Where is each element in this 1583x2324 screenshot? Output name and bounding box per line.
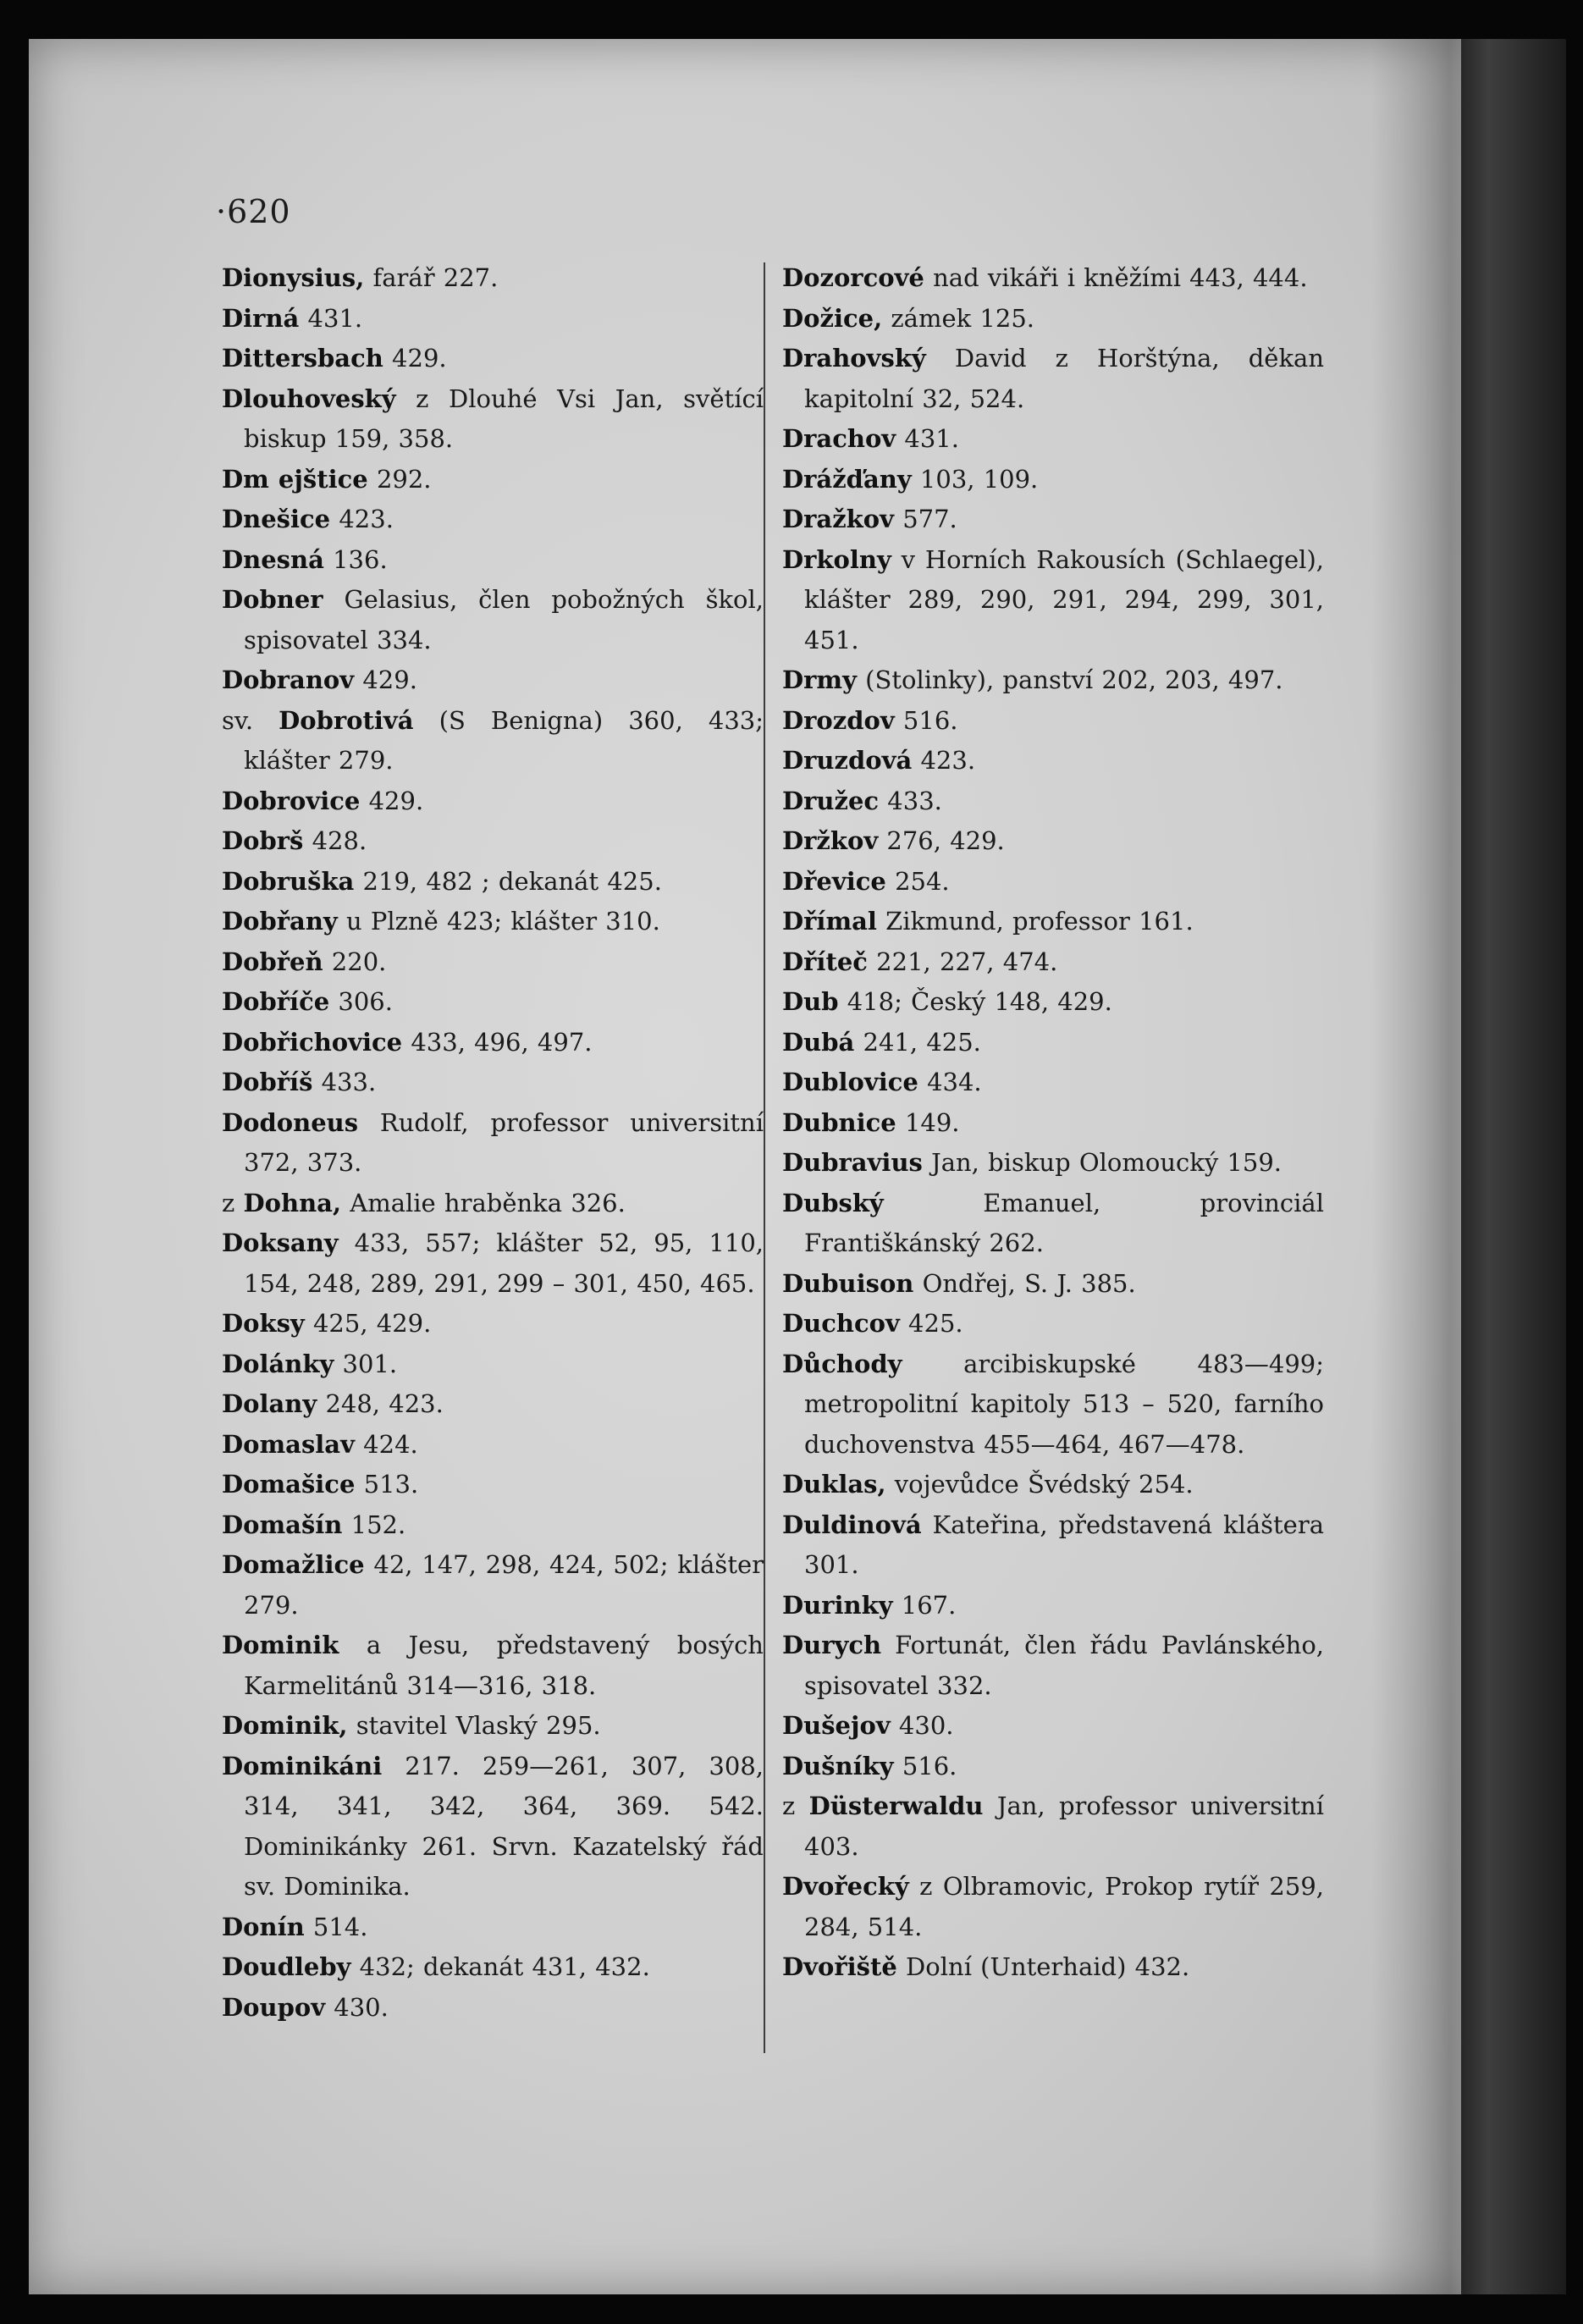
entry-text: 418; Český 148, 429. (838, 987, 1112, 1016)
entry-text: 167. (892, 1590, 957, 1620)
index-entry (782, 1143, 1324, 1184)
index-entry (222, 299, 764, 339)
entry-text: 514. (304, 1912, 368, 1941)
index-entry (222, 821, 764, 862)
index-entry (782, 902, 1324, 942)
entry-text: 432; dekanát 431, 432. (350, 1952, 650, 1981)
entry-headword: Dříteč (782, 947, 868, 976)
page-edge-shadow (1371, 39, 1566, 2294)
entry-text: 433, 557; klášter 52, 95, 110, 154, 248, 289, 291, 299 – 301, 450, 465. (244, 1228, 764, 1298)
entry-headword: Dm ejštice (222, 464, 368, 494)
index-entry (222, 1947, 764, 1988)
index-entry (782, 1344, 1324, 1466)
index-entry (222, 1425, 764, 1466)
index-column-right (782, 258, 1324, 1988)
index-entry (222, 862, 764, 903)
entry-text: 425, 429. (304, 1309, 432, 1338)
entry-text: Zikmund, professor 161. (876, 907, 1194, 936)
index-entry (222, 379, 764, 460)
entry-text: Gelasius, člen pobožných škol, spisovatel 334. (244, 585, 764, 654)
entry-headword: Duldinová (782, 1510, 922, 1539)
entry-headword: Dobrotivá (279, 705, 414, 735)
index-entry (782, 1626, 1324, 1706)
index-entry (222, 460, 764, 500)
entry-headword: Dodoneus (222, 1107, 359, 1137)
entry-headword: Domašín (222, 1510, 343, 1539)
index-entry (782, 1264, 1324, 1305)
entry-headword: Drmy (782, 665, 857, 694)
entry-headword: Dobranov (222, 665, 355, 694)
entry-headword: Dobřany (222, 907, 338, 936)
entry-headword: Donín (222, 1912, 305, 1941)
index-entry (782, 660, 1324, 701)
entry-text: 425. (899, 1309, 963, 1338)
index-entry (782, 1786, 1324, 1867)
entry-text: 433. (879, 786, 942, 815)
index-entry (782, 1304, 1324, 1344)
entry-headword: Dionysius, (222, 263, 365, 292)
entry-headword: Dobner (222, 585, 323, 614)
entry-headword: Dohna, (243, 1188, 342, 1217)
index-entry (782, 1947, 1324, 1988)
entry-headword: Dominik, (222, 1711, 348, 1740)
index-entry (222, 982, 764, 1023)
index-entry (222, 1184, 764, 1224)
entry-text: v Horních Rakousích (Schlaegel), klášter 289, 290, 291, 294, 299, 301, 451. (804, 544, 1324, 654)
index-entry (782, 1465, 1324, 1505)
entry-text: Ondřej, S. J. 385. (913, 1268, 1136, 1298)
entry-text: Amalie hraběnka 326. (341, 1188, 626, 1217)
entry-headword: Dominikáni (222, 1751, 383, 1780)
entry-headword: Duchcov (782, 1309, 900, 1338)
index-entry (222, 1223, 764, 1304)
entry-text: 433, 496, 497. (402, 1027, 593, 1057)
index-entry (782, 741, 1324, 781)
entry-text: 577. (893, 505, 957, 533)
entry-headword: Dubnice (782, 1107, 896, 1137)
entry-headword: Düsterwaldu (808, 1791, 984, 1820)
entry-prefix: z (782, 1791, 809, 1820)
index-entry (222, 258, 764, 299)
index-entry (782, 1023, 1324, 1063)
entry-headword: Dnešice (222, 505, 331, 533)
entry-text: 434. (918, 1068, 982, 1096)
entry-text: (S Benigna) 360, 433; klášter 279. (244, 705, 764, 775)
index-entry (222, 1907, 764, 1948)
entry-text: arcibiskupské 483—499; metropolitní kapitoly 513 – 520, farního duchovenstva 455—464, 467—478. (804, 1349, 1324, 1459)
index-entry (782, 781, 1324, 822)
index-entry (782, 299, 1324, 339)
entry-headword: Doudleby (222, 1952, 351, 1981)
entry-headword: Dobrovice (222, 786, 361, 815)
entry-text: 219, 482 ; dekanát 425. (354, 866, 662, 896)
entry-text: zámek 125. (882, 303, 1034, 333)
index-entry (782, 1184, 1324, 1264)
entry-headword: Dubá (782, 1027, 855, 1057)
entry-headword: Dobříče (222, 987, 330, 1016)
index-entry (782, 1706, 1324, 1747)
index-entry (782, 540, 1324, 661)
entry-text: 136. (323, 544, 388, 574)
entry-headword: Dubuison (782, 1268, 914, 1298)
entry-text: Jan, biskup Olomoucký 159. (922, 1148, 1282, 1177)
entry-text: 430. (325, 1992, 389, 2022)
entry-text: stavitel Vlaský 295. (347, 1711, 601, 1740)
entry-headword: Držkov (782, 826, 879, 855)
index-entry (782, 1103, 1324, 1144)
entry-headword: Duklas, (782, 1470, 886, 1499)
entry-headword: Doksany (222, 1228, 339, 1257)
index-entry (222, 902, 764, 942)
entry-headword: Dožice, (782, 303, 883, 333)
entry-text: 42, 147, 298, 424, 502; klášter 279. (244, 1550, 764, 1620)
entry-prefix: sv. (222, 705, 279, 735)
entry-headword: Dolany (222, 1389, 317, 1418)
index-entry (222, 660, 764, 701)
entry-text: 431. (896, 424, 959, 453)
entry-text: z Dlouhé Vsi Jan, světící biskup 159, 358. (244, 384, 764, 453)
entry-headword: Družec (782, 786, 880, 815)
index-entry (222, 1626, 764, 1706)
entry-text: 221, 227, 474. (867, 947, 1058, 976)
entry-text: 433. (312, 1068, 377, 1096)
entry-headword: Dubský (782, 1188, 884, 1217)
entry-text: 516. (893, 1751, 957, 1780)
entry-headword: Drkolny (782, 544, 891, 574)
entry-text: 428. (303, 826, 367, 855)
index-entry (222, 701, 764, 781)
index-entry (782, 1586, 1324, 1626)
entry-headword: Dirná (222, 303, 300, 333)
entry-text: vojevůdce Švédský 254. (885, 1470, 1194, 1499)
entry-text: 149. (896, 1107, 960, 1137)
entry-headword: Dominik (222, 1631, 339, 1659)
entry-text: 513. (355, 1470, 419, 1499)
entry-text: 429. (360, 786, 424, 815)
index-entry (222, 1747, 764, 1907)
index-entry (782, 1747, 1324, 1787)
index-entry (782, 821, 1324, 862)
index-entry (782, 419, 1324, 460)
index-entry (782, 701, 1324, 742)
entry-text: a Jesu, představený bosých Karmelitánů 314—316, 318. (244, 1631, 764, 1700)
entry-text: 430. (890, 1711, 954, 1740)
entry-text: 423. (912, 746, 976, 775)
entry-headword: Druzdová (782, 746, 913, 775)
entry-text: (Stolinky), panství 202, 203, 497. (856, 665, 1283, 694)
entry-text: 301. (334, 1349, 398, 1378)
entry-headword: Domažlice (222, 1550, 365, 1579)
index-entry (782, 500, 1324, 540)
index-entry (782, 942, 1324, 983)
index-entry (222, 1063, 764, 1103)
index-entry (222, 1384, 764, 1425)
entry-headword: Dnesná (222, 544, 324, 574)
entry-headword: Dřevice (782, 866, 886, 896)
index-entry (782, 1063, 1324, 1103)
index-entry (222, 1103, 764, 1184)
entry-headword: Dublovice (782, 1068, 918, 1096)
index-entry (782, 862, 1324, 903)
index-entry (222, 942, 764, 983)
index-entry (222, 1344, 764, 1385)
entry-headword: Domaslav (222, 1429, 355, 1459)
entry-headword: Drahovský (782, 344, 926, 373)
entry-text: 217. 259—261, 307, 308, 314, 341, 342, 364, 369. 542. Dominikánky 261. Srvn. Kazatelský řád sv. Dominika. (244, 1751, 764, 1901)
entry-text: Kateřina, představená kláštera 301. (804, 1510, 1324, 1579)
entry-text: 424. (354, 1429, 418, 1459)
entry-headword: Drážďany (782, 464, 912, 494)
index-entry (222, 1465, 764, 1505)
entry-text: farář 227. (364, 263, 499, 292)
index-entry (782, 1867, 1324, 1947)
index-entry (222, 1505, 764, 1546)
entry-text: Jan, professor universitní 403. (804, 1791, 1325, 1861)
entry-text: nad vikáři i kněžími 443, 444. (924, 263, 1308, 292)
entry-text: 220. (323, 947, 387, 976)
entry-text: 516. (894, 705, 958, 735)
index-entry (222, 1023, 764, 1063)
index-entry (782, 339, 1324, 419)
entry-text: Fortunát, člen řádu Pavlánského, spisovatel 332. (804, 1631, 1324, 1700)
column-divider (764, 262, 765, 2053)
entry-headword: Dolánky (222, 1349, 334, 1378)
index-column-left (222, 258, 764, 2028)
entry-text: Rudolf, professor universitní 372, 373. (244, 1107, 764, 1177)
page-number: ·620 (216, 193, 291, 230)
index-entry (222, 540, 764, 581)
entry-text: 429. (354, 665, 417, 694)
index-entry (222, 1988, 764, 2029)
entry-headword: Doupov (222, 1992, 326, 2022)
index-entry (782, 1505, 1324, 1586)
entry-headword: Dobřeň (222, 947, 323, 976)
index-entry (782, 460, 1324, 500)
index-entry (222, 1304, 764, 1344)
entry-headword: Dvořiště (782, 1952, 897, 1981)
entry-text: 423. (330, 505, 394, 533)
entry-text: Emanuel, provinciál Františkánský 262. (804, 1188, 1324, 1257)
entry-headword: Dlouhoveský (222, 384, 396, 413)
entry-headword: Dittersbach (222, 344, 383, 373)
entry-headword: Dřímal (782, 907, 877, 936)
entry-text: 429. (383, 344, 447, 373)
entry-headword: Důchody (782, 1349, 902, 1378)
index-entry (222, 781, 764, 822)
index-entry (222, 1545, 764, 1626)
entry-text: David z Horštýna, děkan kapitolní 32, 524. (804, 344, 1324, 413)
entry-text: z Olbramovic, Prokop rytíř 259, 284, 514. (804, 1872, 1324, 1941)
entry-headword: Dozorcové (782, 263, 924, 292)
index-entry (222, 500, 764, 540)
entry-text: 276, 429. (878, 826, 1005, 855)
index-entry (222, 1706, 764, 1747)
entry-text: u Plzně 423; klášter 310. (337, 907, 660, 936)
entry-headword: Dvořecký (782, 1872, 909, 1901)
entry-text: 103, 109. (911, 464, 1039, 494)
entry-text: 431. (299, 303, 363, 333)
entry-prefix: z (222, 1188, 244, 1217)
entry-headword: Dobříš (222, 1068, 313, 1096)
index-entry (222, 339, 764, 379)
entry-headword: Durych (782, 1631, 882, 1659)
entry-headword: Durinky (782, 1590, 893, 1620)
index-entry (782, 982, 1324, 1023)
entry-headword: Dobřichovice (222, 1027, 403, 1057)
entry-text: Dolní (Unterhaid) 432. (896, 1952, 1190, 1981)
index-entry (222, 580, 764, 660)
entry-headword: Dobrš (222, 826, 304, 855)
index-entry (782, 258, 1324, 299)
entry-text: 254. (885, 866, 950, 896)
entry-text: 152. (342, 1510, 406, 1539)
entry-headword: Domašice (222, 1470, 356, 1499)
entry-text: 241, 425. (854, 1027, 981, 1057)
entry-headword: Dobruška (222, 866, 355, 896)
entry-text: 306. (329, 987, 393, 1016)
entry-headword: Dražkov (782, 505, 894, 533)
entry-text: 292. (367, 464, 432, 494)
entry-headword: Drozdov (782, 705, 895, 735)
entry-headword: Drachov (782, 424, 896, 453)
entry-headword: Dubravius (782, 1148, 923, 1177)
entry-text: 248, 423. (317, 1389, 444, 1418)
entry-headword: Dušníky (782, 1751, 894, 1780)
entry-headword: Dub (782, 987, 839, 1016)
entry-headword: Dušejov (782, 1711, 891, 1740)
entry-headword: Doksy (222, 1309, 305, 1338)
